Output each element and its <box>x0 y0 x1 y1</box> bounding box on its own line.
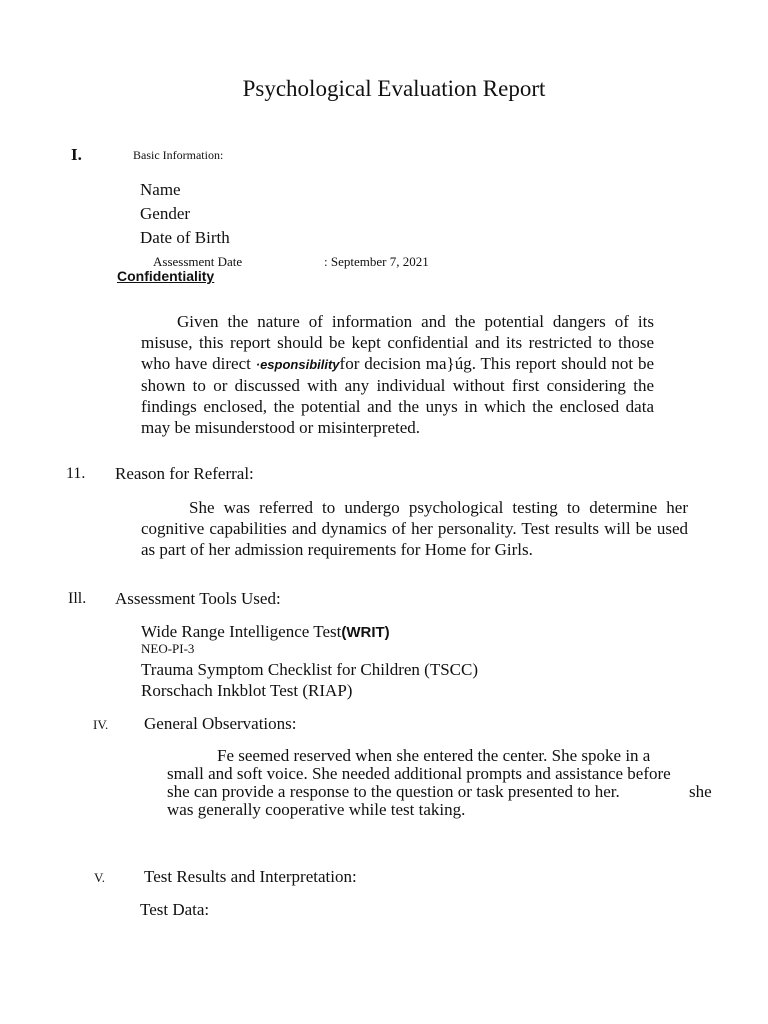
field-gender-label: Gender <box>140 204 191 223</box>
page-title: Psychological Evaluation Report <box>242 76 546 101</box>
test-data-subheading: Test Data: <box>140 900 210 919</box>
observations-line-4: was generally cooperative while test taking. <box>167 800 466 819</box>
section-1-heading: Basic Information: <box>133 148 224 162</box>
tool-tscc: Trauma Symptom Checklist for Children (TSCC) <box>141 660 479 679</box>
observations-line-2: small and soft voice. She needed additional prompts and assistance before <box>167 764 671 783</box>
confidentiality-heading: Confidentiality <box>117 268 215 284</box>
tool-neo-pi-3: NEO-PI-3 <box>141 641 195 656</box>
section-4-heading: General Observations: <box>144 714 297 733</box>
tool-writ-abbr: (WRIT) <box>341 624 390 641</box>
section-5-number: V. <box>94 870 105 885</box>
referral-paragraph: She was referred to undergo psychological testing to determine her cognitive capabilities and dynamics of her personality. Test results will be used as part of her admission requirements for Home for Girls. <box>141 498 688 559</box>
observations-line-3: she can provide a response to the question or task presented to her. <box>167 782 620 801</box>
field-dob-label: Date of Birth <box>140 228 230 247</box>
section-2-number: 11. <box>66 465 86 482</box>
field-assessment-date-label: Assessment Date <box>153 254 243 269</box>
confidentiality-paragraph <box>141 311 654 438</box>
tool-writ <box>141 622 390 642</box>
observations-line-3-tail: she <box>689 782 712 801</box>
confidentiality-odd-word: ·esponsibility <box>255 357 340 372</box>
section-4-number: IV. <box>93 717 109 732</box>
section-3-number: Ill. <box>68 590 87 607</box>
field-assessment-date-value: : September 7, 2021 <box>324 254 429 269</box>
field-name-label: Name <box>140 180 181 199</box>
tool-riap: Rorschach Inkblot Test (RIAP) <box>141 681 353 700</box>
section-1-number: I. <box>71 145 82 164</box>
confidentiality-text-part1: Given the nature of information and the potential dangers of its misuse, this report should be kept confidential and its restricted to those who have direct <box>141 312 654 373</box>
tool-writ-name: Wide Range Intelligence Test <box>141 622 342 641</box>
section-3-heading: Assessment Tools Used: <box>115 589 281 608</box>
confidentiality-text-part2: for decision ma}úg. This report should not be shown to or discussed with any individual without first considering the findings enclosed, the potential and the unys in which the enclosed data may be misunderstood or misinterpreted. <box>141 354 654 437</box>
section-5-heading: Test Results and Interpretation: <box>144 867 357 886</box>
section-2-heading: Reason for Referral: <box>115 464 254 483</box>
observations-line-1: Fe seemed reserved when she entered the center. She spoke in a <box>217 746 651 765</box>
